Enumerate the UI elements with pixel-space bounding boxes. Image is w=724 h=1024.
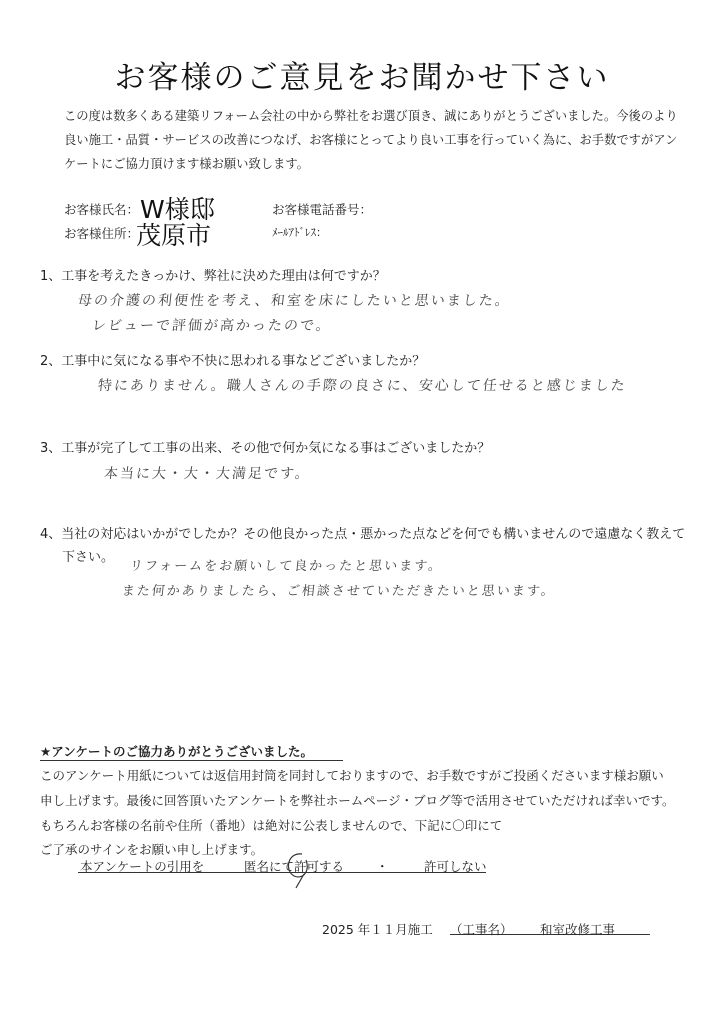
question-1: 1、工事を考えたきっかけ、弊社に決めた理由は何ですか？: [40, 269, 386, 284]
answer-4-line-1: リフォームをお願いして良かったと思います。: [129, 559, 444, 574]
work-name-label: （工事名）: [450, 922, 513, 937]
footer-line: 申し上げます。最後に回答頂いたアンケートを弊社ホームページ・ブログ等で活用させていただければ幸いです。: [40, 793, 675, 808]
separator: ・: [376, 859, 389, 874]
thanks-heading: ★アンケートのご協力ありがとうございました。: [40, 742, 343, 761]
question-2: 2、工事中に気になる事や不快に思われる事などございましたか？: [40, 354, 426, 369]
footer-line: このアンケート用紙については返信用封筒を同封しておりますので、お手数ですがご投函くださいます様お願い: [40, 768, 664, 783]
work-date: 2025 年１１月施工: [322, 922, 433, 937]
answer-4-line-2: また何かありましたら、ご相談させていただきたいと思います。: [121, 584, 557, 599]
customer-address: 茂原市: [136, 221, 212, 250]
option-deny[interactable]: 許可しない: [424, 859, 487, 874]
answer-1-line-2: レビューで評価が高かったので。: [91, 318, 333, 334]
phone-label: お客様電話番号：: [272, 202, 373, 217]
email-label: ﾒｰﾙｱﾄﾞﾚｽ：: [272, 226, 327, 239]
question-3: 3、工事が完了して工事の出来、その他で何か気になる事はございましたか？: [40, 441, 491, 456]
intro-line: ケートにご協力頂けます様お願い致します。: [64, 157, 309, 171]
name-label: お客様氏名：: [64, 202, 140, 217]
consent-label: 本アンケートの引用を: [80, 859, 205, 874]
footer-line: もちろんお客様の名前や住所（番地）は絶対に公表しませんので、下記に〇印にて: [40, 818, 503, 833]
answer-1-line-1: 母の介護の利便性を考え、和室を床にしたいと思いました。: [77, 293, 512, 309]
work-name: 和室改修工事: [540, 922, 616, 937]
circle-mark-icon: [282, 850, 316, 890]
intro-text: [64, 104, 714, 176]
address-label: お客様住所：: [64, 226, 140, 241]
question-4-cont: 下さい。: [62, 550, 115, 565]
page-title: お客様のご意見をお聞かせ下さい: [114, 60, 610, 96]
answer-3: 本当に大・大・大満足です。: [103, 466, 312, 482]
customer-name: W様邸: [140, 195, 215, 224]
answer-2: 特にありません。職人さんの手際の良さに、安心して任せると感じました: [97, 378, 628, 394]
option-allow[interactable]: 匿名にて許可する: [244, 859, 345, 874]
intro-line: 良い施工・品質・サービスの改善につなげ、お客様にとってより良い工事を行っていく為に、お手数ですがアン: [64, 133, 678, 147]
intro-line: この度は数多くある建築リフォーム会社の中から弊社をお選び頂き、誠にありがとうございました。今後のより: [64, 109, 678, 123]
question-4: 4、当社の対応はいかがでしたか？その他良かった点・悪かった点などを何でも構いませんので遠慮なく教えて: [40, 527, 686, 542]
footer-line: ご了承のサインをお願い申し上げます。: [40, 842, 264, 857]
